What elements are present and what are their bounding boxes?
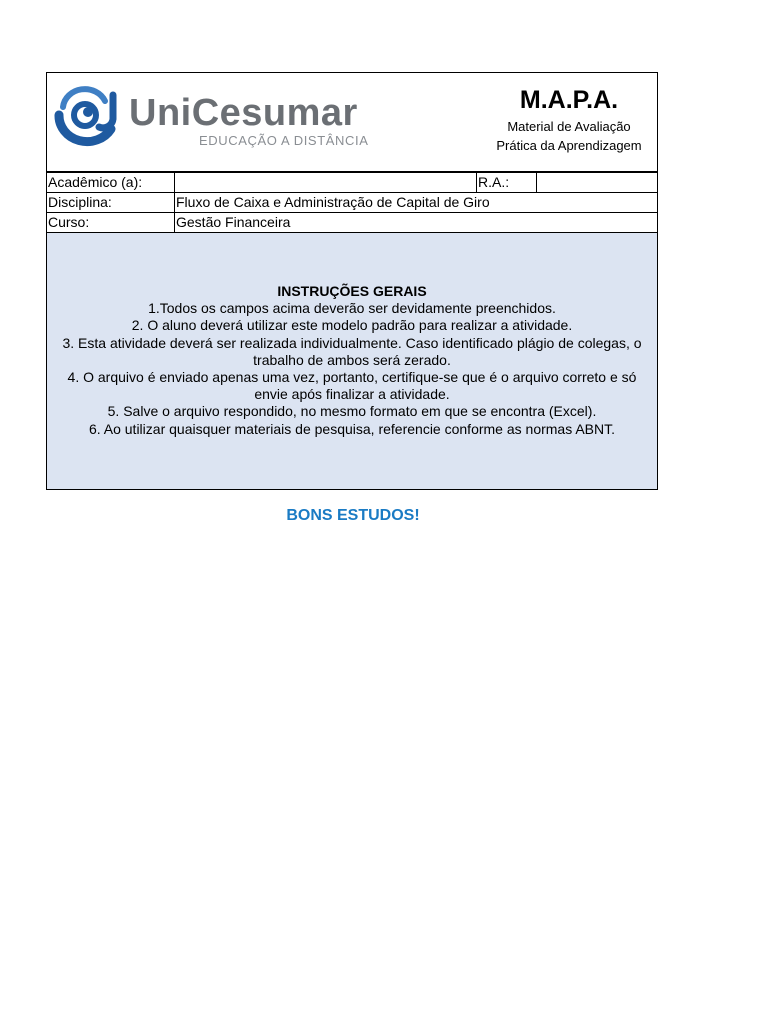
unicesumar-logo	[49, 83, 389, 153]
mapa-sheet	[46, 72, 658, 490]
instruction-item: 5. Salve o arquivo respondido, no mesmo formato em que se encontra (Excel).	[107, 403, 597, 420]
instruction-item: 2. O aluno deverá utilizar este modelo padrão para realizar a atividade.	[131, 317, 573, 334]
curso-field[interactable]: Gestão Financeira	[176, 214, 291, 230]
unicesumar-logo-icon	[49, 85, 127, 151]
instructions-box	[47, 233, 657, 489]
instruction-item: 1.Todos os campos acima deverão ser devidamente preenchidos.	[148, 300, 556, 317]
mapa-block	[487, 73, 651, 155]
academico-label: Acadêmico (a):	[47, 173, 175, 192]
mapa-title: M.A.P.A.	[519, 86, 619, 114]
logo-subtitle: EDUCAÇÃO A DISTÂNCIA	[199, 133, 369, 148]
curso-row	[47, 213, 657, 233]
curso-label: Curso:	[47, 213, 175, 232]
mapa-subtitle: Material de Avaliação Prática da Aprendizagem	[496, 119, 642, 153]
ra-field[interactable]	[537, 173, 657, 192]
disciplina-row	[47, 193, 657, 213]
instruction-item: 6. Ao utilizar quaisquer materiais de pesquisa, referencie conforme as normas ABNT.	[88, 420, 616, 437]
instruction-item: 3. Esta atividade deverá ser realizada individualmente. Caso identificado plágio de colegas, o trabalho de ambos será zerado.	[62, 334, 642, 368]
instructions-title: INSTRUÇÕES GERAIS	[277, 283, 427, 299]
logo-brand-text: UniCesumar	[129, 92, 358, 134]
disciplina-label: Disciplina:	[47, 193, 175, 212]
instruction-item: 4. O arquivo é enviado apenas uma vez, portanto, certifique-se que é o arquivo correto e só envie após finalizar a atividade.	[67, 369, 637, 403]
disciplina-field[interactable]: Fluxo de Caixa e Administração de Capital de Giro	[176, 194, 490, 210]
sheet-header	[47, 73, 657, 173]
ra-label: R.A.:	[477, 173, 537, 192]
bons-estudos-message: BONS ESTUDOS!	[286, 507, 420, 524]
academico-field[interactable]	[175, 173, 477, 192]
academico-row	[47, 173, 657, 193]
